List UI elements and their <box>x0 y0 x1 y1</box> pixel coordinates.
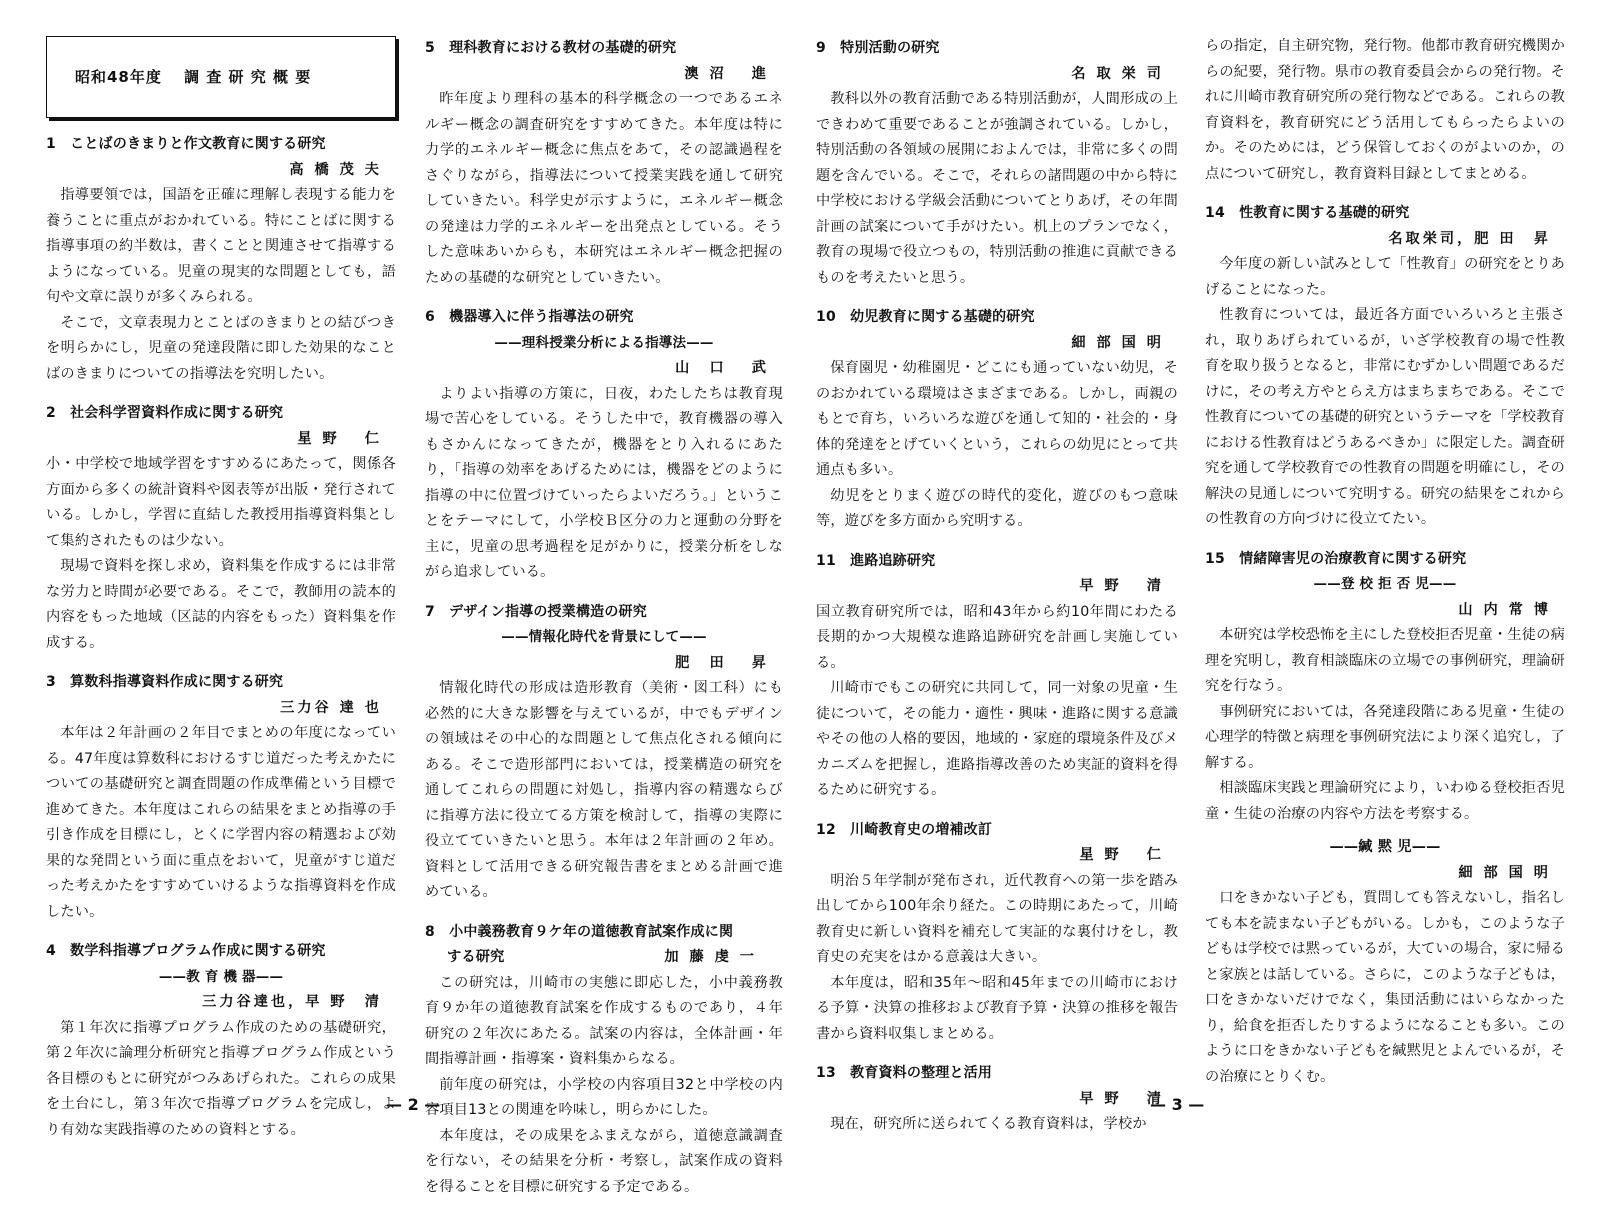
section-3 <box>46 670 396 925</box>
paragraph: 前年度の研究は，小学校の内容項目32と中学校の内容項目13との関連を吟味し，明らかにした。 <box>425 1076 783 1118</box>
section-heading: 4 数学科指導プログラム作成に関する研究 <box>46 943 326 959</box>
section-7 <box>425 600 783 906</box>
paragraph: 本研究は学校恐怖を主にした登校拒否児童・生徒の病理を究明し，教育相談臨床の立場での事例研究，理論研究を行なう。 <box>1205 627 1565 694</box>
section-author: 澳 沼 進 <box>684 65 769 82</box>
paragraph: この研究は，川崎市の実態に即応した，小中義務教育９か年の道徳教育試案を作成するものであり，４年研究の２年次にあたる。試案の内容は，全体計画・年間指導計画・指導案・資料集からなる。 <box>425 974 783 1067</box>
section-15 <box>1205 547 1565 1091</box>
section-heading: 12 川崎教育史の増補改訂 <box>816 821 993 838</box>
section-14 <box>1205 201 1565 533</box>
paragraph: 本年は２年計画の２年目でまとめの年度になっている。47年度は算数科におけるすじ道だった考えかたについての基礎研究と調査問題の作成準備という目標で進めてきた。本年度はこれらの結果をまとめ指導の手引き作成を目標にし，とくに学習内容の精選および効果的な発問という面に重点をおいて，児童がすじ道だった考えかたをすすめていけるような指導資料を作成したい。 <box>46 725 396 920</box>
section-heading: 9 特別活動の研究 <box>816 40 940 56</box>
section-subtitle: ——理科授業分析による指導法—— <box>494 334 714 351</box>
section-author: 星 野 仁 <box>297 430 382 447</box>
section-5 <box>425 36 783 291</box>
section-subtitle: ——情報化時代を背景にして—— <box>501 629 707 645</box>
paragraph: 幼児をとりまく遊びの時代的変化，遊びのもつ意味等，遊びを多方面から究明する。 <box>816 487 1178 529</box>
section-author: 山 内 常 博 <box>1458 601 1551 618</box>
section-heading-cont-author <box>425 945 783 971</box>
section-author: 名 取 栄 司 <box>1071 65 1164 82</box>
paragraph: よりよい指導の方策に，日夜，わたしたちは教育現場で苦心をしている。そうした中で，教育機器の導入もさかんになってきたが，機器をとり入れるにあたり，「指導の効率をあげるためには，機器をどのように指導の中に位置づけていったらよいだろう。」ということをテーマにして，小学校Ｂ区分の力と運動の分野を主に，児童の思考過程を足がかりに，授業分析をしながら追求している。 <box>425 385 783 580</box>
paragraph: 第１年次に指導プログラム作成のための基礎研究，第２年次に論理分析研究と指導プログラム作成という各目標のもとに研究がつみあげられた。これらの成果を土台にし，第３年次で指導プログラムを完成し，より有効な実践指導のための資料とする。 <box>46 1019 396 1138</box>
section-subtitle: ——登 校 拒 否 児—— <box>1313 576 1457 592</box>
paragraph: 現在，研究所に送られてくる教育資料は，学校か <box>830 1116 1147 1132</box>
paragraph: 本年度は，昭和35年〜昭和45年までの川崎市における予算・決算の推移および教育予算・決算の推移を報告書から資料収集しまとめる。 <box>816 974 1178 1042</box>
section-subtitle: ——緘 黙 児—— <box>1329 839 1441 855</box>
paragraph: 現場で資料を探し求め，資料集を作成するには非常な労力と時間が必要である。そこで，教師用の読本的内容をもった地域（区誌的内容をもった）資料集を作成する。 <box>46 558 396 651</box>
section-author: 加 藤 虔 一 <box>664 949 757 965</box>
section-author: 高 橋 茂 夫 <box>289 161 382 178</box>
paragraph: らの指定，自主研究物，発行物。他都市教育研究機関からの紀要，発行物。県市の教育委員会からの発行物。それに川崎市教育研究所の発行物などである。これらの教育資料を，教育研究にどう活用してもらったらよいのか。そのためには，どう保管しておくのがよいのか，の点について研究し，教育資料目録としてまとめる。 <box>1205 38 1565 182</box>
paragraph: そこで，文章表現力とことばのきまりとの結びつきを明らかにし，児童の発達段階に即した効果的なことばのきまりについての指導法を究明したい。 <box>46 314 396 382</box>
section-author: 細 部 国 明 <box>1458 864 1551 881</box>
section-heading: 5 理科教育における教材の基礎的研究 <box>425 40 677 56</box>
section-author: 三力谷達也，早 野 清 <box>202 994 382 1010</box>
section-10 <box>816 305 1178 535</box>
section-author: 星 野 仁 <box>1079 847 1164 863</box>
section-6 <box>425 305 783 586</box>
paragraph: 昨年度より理科の基本的科学概念の一つであるエネルギー概念の調査研究をすすめてきた。本年度は特に力学的エネルギー概念に焦点をあて，その認識過程をさぐりながら，指導法について授業実践を通して研究していきたい。科学史が示すように，エネルギー概念の発達は力学的エネルギーを出発点としている。そうした意味あいからも，本研究はエネルギー概念把握のための基礎的な研究としていきたい。 <box>425 91 783 286</box>
section-author: 肥 田 昇 <box>675 654 769 671</box>
section-heading: 13 教育資料の整理と活用 <box>816 1065 993 1081</box>
section-author: 早 野 清 <box>1079 578 1164 594</box>
section-heading: 15 情緒障害児の治療教育に関する研究 <box>1205 550 1467 567</box>
section-heading-cont: する研究 <box>447 949 505 965</box>
section-heading: 8 小中義務教育９ケ年の道徳教育試案作成に関 <box>425 923 734 940</box>
section-11 <box>816 549 1178 804</box>
paragraph: 情報化時代の形成は造形教育（美術・図工科）にも必然的に大きな影響を与えているが，中でもデザインの領域はその中心的な問題として焦点化される傾向にある。そこで造形部門においては，授業構造の研究を通してこれらの問題に対処し，指導内容の精選ならびに指導方法に役立てる方策を検討して，指導の実際に役立てていきたいと思う。本年は２年計画の２年め。資料として活用できる研究報告書をまとめる計画で進めている。 <box>425 680 783 900</box>
section-author: 三力谷 達 也 <box>280 699 382 716</box>
paragraph: 国立教育研究所では，昭和43年から約10年間にわたる長期的かつ大規模な進路追跡研究を計画し実施している。 <box>816 603 1178 671</box>
section-heading: 1 ことばのきまりと作文教育に関する研究 <box>46 136 326 152</box>
paragraph: 今年度の新しい試みとして「性教育」の研究をとりあげることになった。 <box>1205 256 1565 298</box>
column-2 <box>425 36 783 1214</box>
paragraph: 小・中学校で地域学習をすすめるにあたって，関係各方面から多くの統計資料や図表等が出版・発行されている。しかし，学習に直結した教授用指導資料集として集約されたものは少ない。 <box>46 456 396 549</box>
column-4 <box>1205 34 1565 1104</box>
section-8 <box>425 920 783 1201</box>
section-author: 山 口 武 <box>675 360 769 376</box>
paragraph: 明治５年学制が発布され，近代教育への第一歩を踏み出してから100年余り経た。この時期にあたって，川崎教育史に新しい資料を補充して実証的な裏付けをし，教育史の充実をはかる意義は大きい。 <box>816 872 1178 965</box>
section-heading: 14 性教育に関する基礎的研究 <box>1205 205 1410 221</box>
section-heading: 7 デザイン指導の授業構造の研究 <box>425 603 647 620</box>
section-2 <box>46 401 396 656</box>
section-author: 早 野 清 <box>1079 1090 1164 1107</box>
section-heading: 2 社会科学習資料作成に関する研究 <box>46 405 284 421</box>
title-box <box>46 36 396 118</box>
section-12 <box>816 818 1178 1048</box>
paragraph: 本年度は，その成果をふまえながら，道徳意識調査を行ない，その結果を分析・考察し，試案作成の資料を得ることを目標に研究する予定である。 <box>425 1127 783 1195</box>
section-heading: 10 幼児教育に関する基礎的研究 <box>816 309 1035 325</box>
section-author: 名取栄司，肥 田 昇 <box>1388 230 1551 247</box>
paragraph: 性教育については，最近各方面でいろいろと主張され，取りあげられているが，いざ学校教育の場で性教育を取り扱うとなると，非常にむずかしい問題であるだけに，その考え方やとらえ方はまちまちである。そこで性教育についての基礎的研究というテーマを「学校教育における性教育はどうあるべきか」に限定した。調査研究を通して学校教育での性教育の問題を明確にし，その解決の見通しについて究明する。研究の結果をこれからの性教育の方向づけに役立てたい。 <box>1205 307 1565 527</box>
section-9 <box>816 36 1178 291</box>
section-1 <box>46 132 396 387</box>
page-number-right: — 3 — <box>1150 1095 1205 1114</box>
paragraph: 保育園児・幼稚園児・どこにも通っていない幼児，そのおかれている環境はさまざまである。しかし，両親のもとで育ち，いろいろな遊びを通して知的・社会的・身体的発達をとげていくという，これらの幼児にとって共通点も多い。 <box>816 360 1178 478</box>
paragraph: 相談臨床実践と理論研究により，いわゆる登校拒否児童・生徒の治療の内容や方法を考察する。 <box>1205 780 1565 822</box>
section-4 <box>46 939 396 1143</box>
section-subtitle: ——教 育 機 器—— <box>158 968 284 985</box>
column-3 <box>816 36 1178 1152</box>
paragraph: 教科以外の教育活動である特別活動が，人間形成の上できわめて重要であることが強調されている。しかし，特別活動の各領域の展開におよんでは，非常に多くの問題を含んでいる。そこで，それらの諸問題の中から特に中学校における学級会活動についてとりあげ，その年間計画の試案について手がけたい。机上のプランでなく，教育の現場で役立つもの，特別活動の推進に貢献できるものを考えたいと思う。 <box>816 91 1178 286</box>
page-title: 昭和48年度 調 査 研 究 概 要 <box>75 68 312 86</box>
section-13-continued <box>1205 34 1565 187</box>
page-number-left: — 2 — <box>386 1095 441 1114</box>
paragraph: 指導要領では，国語を正確に理解し表現する能力を養うことに重点がおかれている。特にことばに関する指導事項の約半数は，書くことと関連させて指導するようになっている。児童の現実的な問題としても，語句や文章に誤りが多くみられる。 <box>46 187 396 305</box>
paragraph: 口をきかない子ども，質問しても答えないし，指名しても本を読まない子どもがいる。しかも，このような子どもは学校では黙っているが，大ていの場合，家に帰ると家族とは話している。さらに，このような子どもは，口をきかないだけでなく，集団活動にはいらなかったり，給食を拒否したりするようになることも多い。このように口をきかない子どもを緘黙児とよんでいるが，その治療にとりくむ。 <box>1205 890 1565 1085</box>
section-author: 細 部 国 明 <box>1071 334 1164 351</box>
section-heading: 11 進路追跡研究 <box>816 552 936 569</box>
section-13 <box>816 1061 1178 1138</box>
paragraph: 川崎市でもこの研究に共同して，同一対象の児童・生徒について，その能力・適性・興味・進路に関する意識やその他の人格的要因，地域的・家庭的環境条件及びメカニズムを把握し，進路指導改善のため実証的資料を得るために研究する。 <box>816 680 1178 798</box>
section-heading: 3 算数科指導資料作成に関する研究 <box>46 674 284 690</box>
paragraph: 事例研究においては，各発達段階にある児童・生徒の心理学的特徴と病理を事例研究法により深く追究し，了解する。 <box>1205 703 1565 771</box>
section-heading: 6 機器導入に伴う指導法の研究 <box>425 309 634 325</box>
column-1 <box>46 36 396 1157</box>
